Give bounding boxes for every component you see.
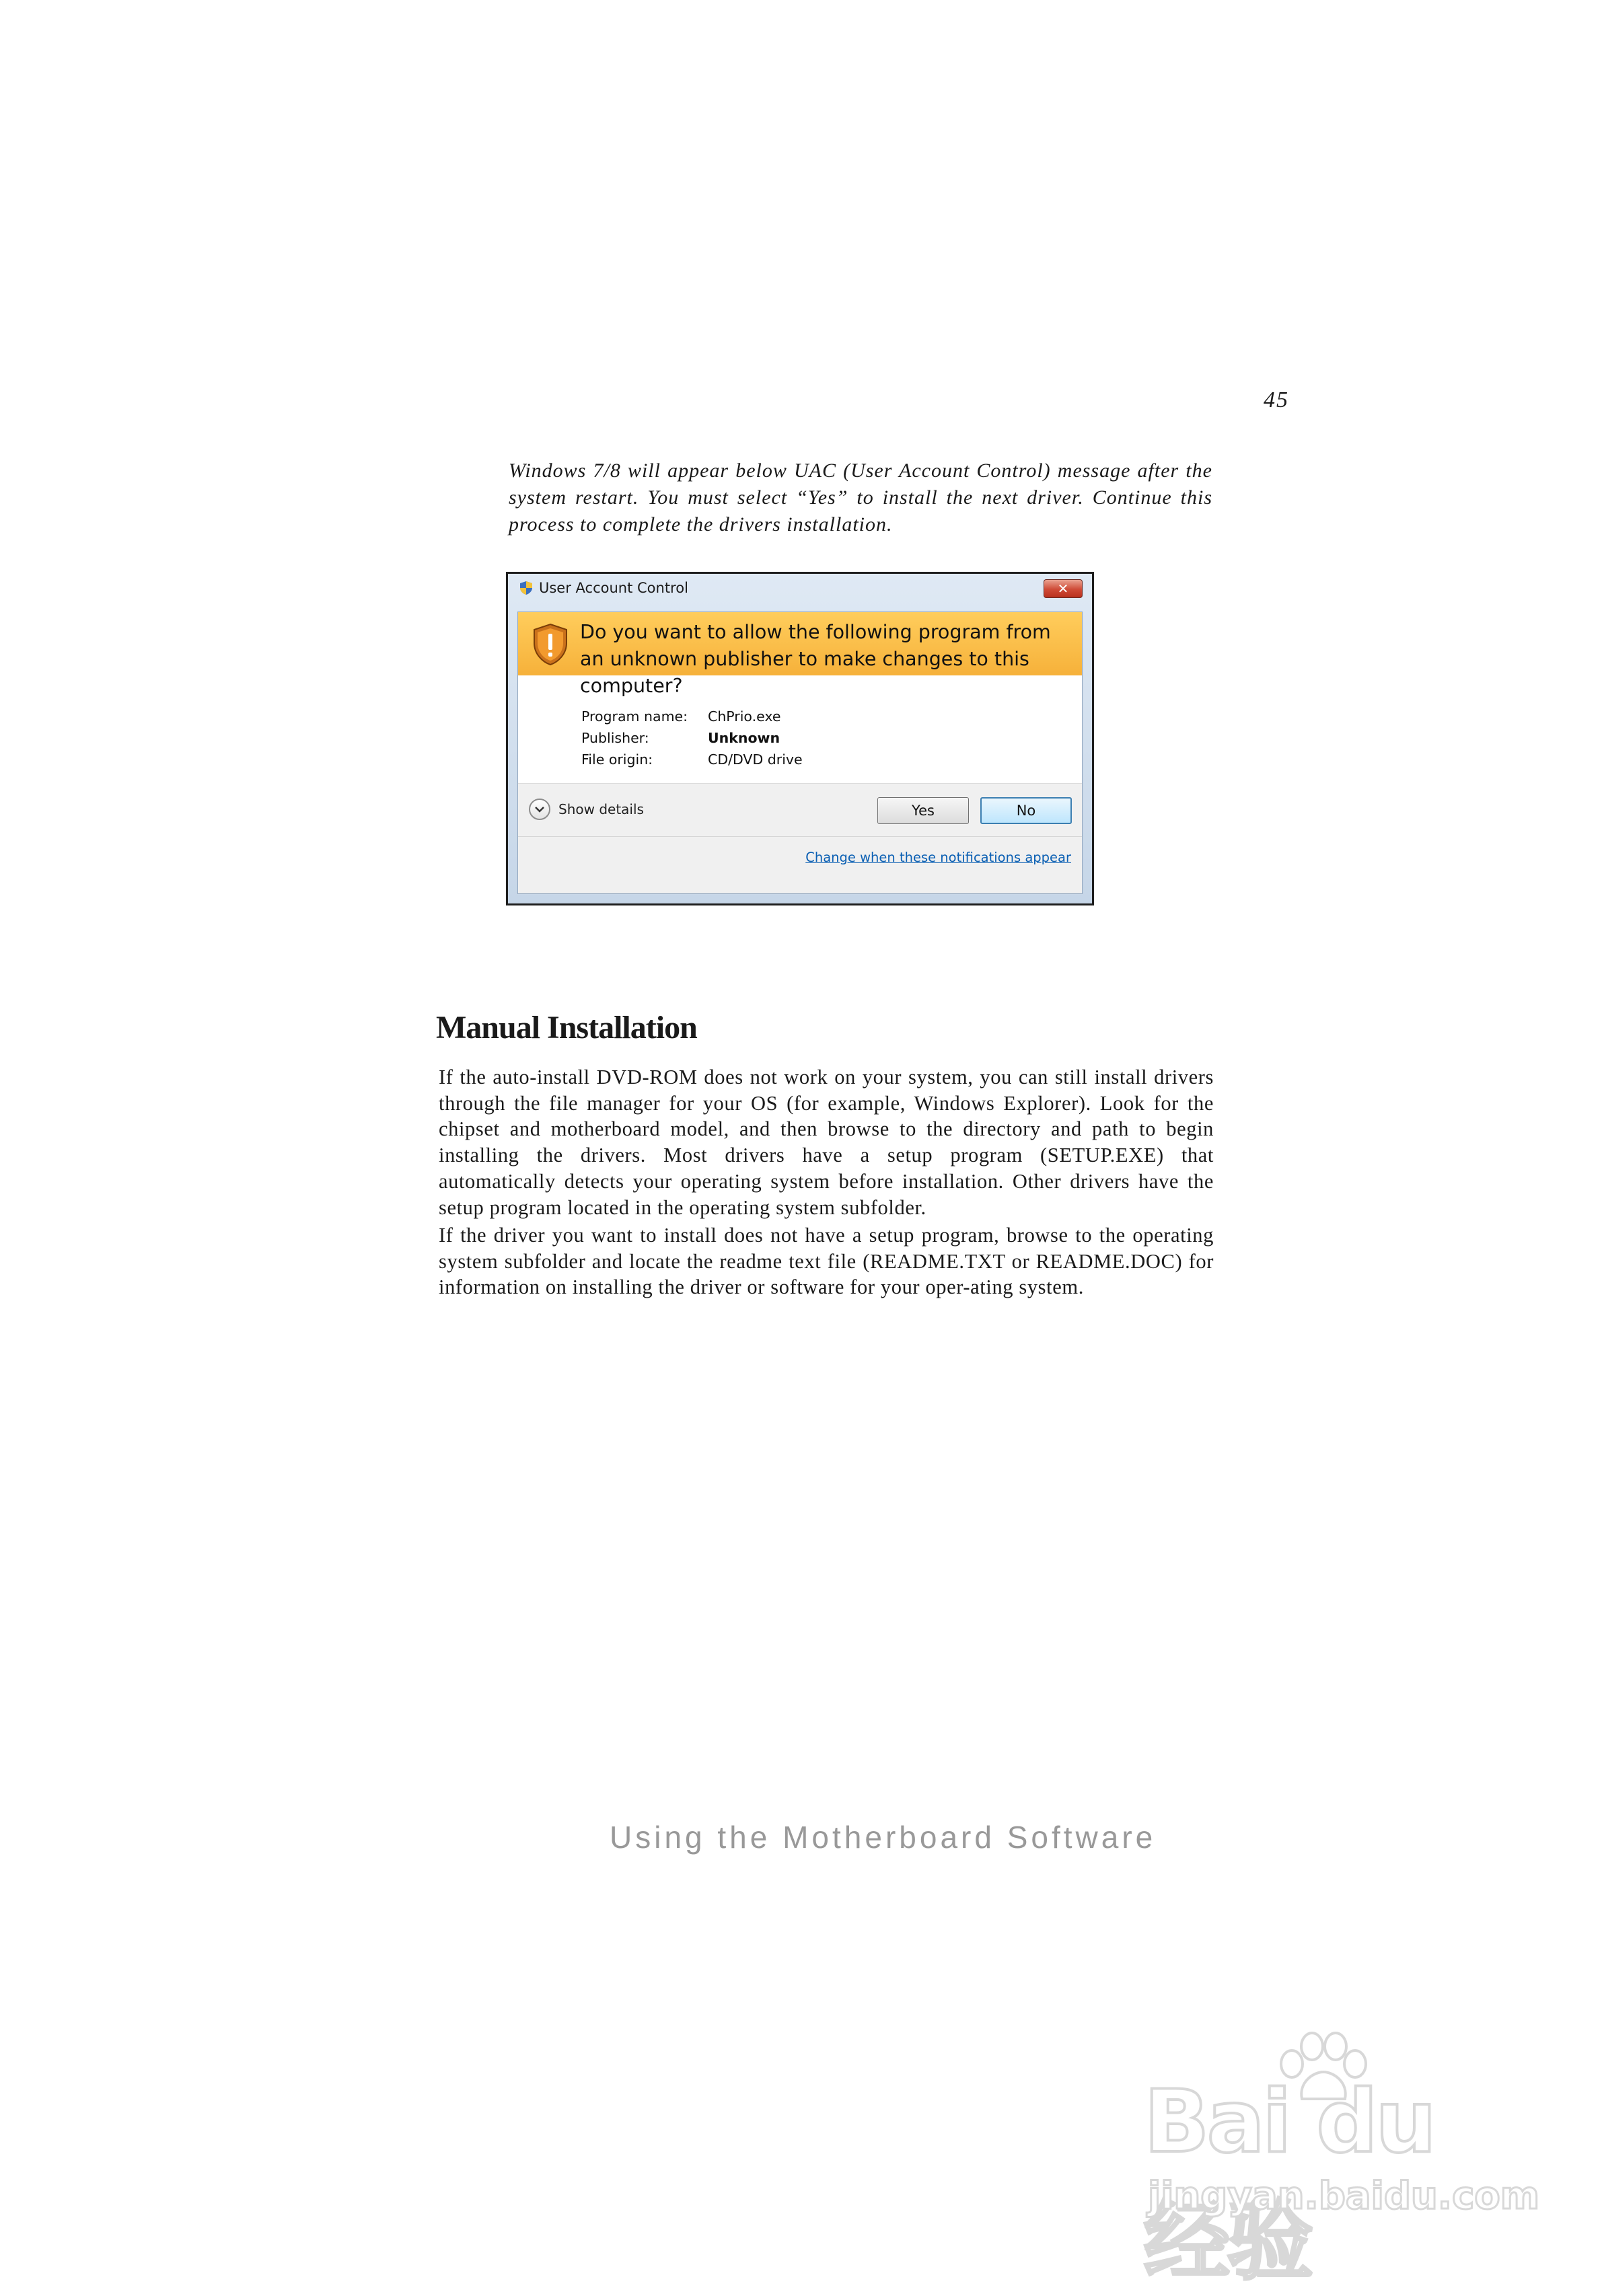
- no-button[interactable]: No: [980, 797, 1072, 824]
- show-details-label[interactable]: Show details: [558, 801, 644, 817]
- detail-label: Program name:: [581, 708, 688, 725]
- chevron-down-icon[interactable]: [529, 799, 550, 820]
- uac-question: Do you want to allow the following program from an unknown publisher to make changes to this computer?: [580, 621, 1051, 697]
- uac-title: User Account Control: [539, 580, 688, 596]
- uac-dialog: [506, 572, 1094, 905]
- close-button[interactable]: ✕: [1044, 579, 1083, 598]
- program-details: [581, 706, 803, 770]
- baidu-watermark: [1137, 2032, 1540, 2292]
- page-footer: Using the Motherboard Software: [610, 1820, 1157, 1855]
- uac-shield-small-icon: [519, 581, 534, 595]
- uac-titlebar: [508, 574, 1092, 599]
- section-title: Manual Installation: [436, 1010, 697, 1045]
- uac-content: [517, 612, 1083, 894]
- warning-shield-icon: [532, 623, 569, 666]
- uac-footer: [518, 783, 1082, 893]
- uac-warning-banner: [518, 612, 1082, 697]
- detail-row-program-name: [581, 706, 803, 727]
- footer-divider: [518, 836, 1082, 837]
- page-number: 45: [1264, 387, 1289, 412]
- detail-value: CD/DVD drive: [708, 751, 803, 768]
- detail-label: File origin:: [581, 751, 653, 768]
- detail-value: ChPrio.exe: [708, 708, 781, 725]
- change-notifications-link[interactable]: Change when these notifications appear: [805, 850, 1071, 865]
- watermark-domain: jingyan.baidu.com: [1148, 2174, 1540, 2218]
- yes-button[interactable]: Yes: [877, 797, 969, 824]
- show-details-button[interactable]: [529, 797, 644, 821]
- watermark-brand: Bai du 经验: [1144, 2072, 1434, 2292]
- intro-paragraph: Windows 7/8 will appear below UAC (User Account Control) message after the system restart. You must select “Yes” to install the next driver. Continue this process to complete the drivers installation.: [509, 459, 1212, 535]
- detail-row-file-origin: [581, 749, 803, 770]
- detail-value: Unknown: [708, 730, 780, 746]
- detail-label: Publisher:: [581, 730, 649, 746]
- body-paragraph: If the auto-install DVD-ROM does not work on your system, you can still install drivers through the file manager for your OS (for example, Windows Explorer). Look for the chipset and motherboard model, and then browse to the directory and path to begin installing the drivers. Most drivers have a setup program (SETUP.EXE) that automatically detects your operating system before installation. Other drivers have the setup program located in the operating system subfolder.: [439, 1066, 1214, 1219]
- detail-row-publisher: [581, 727, 803, 749]
- body-paragraph: If the driver you want to install does not have a setup program, browse to the operating system subfolder and locate the readme text file (README.TXT or README.DOC) for information on installing the driver or software for your oper-ating system.: [439, 1224, 1214, 1299]
